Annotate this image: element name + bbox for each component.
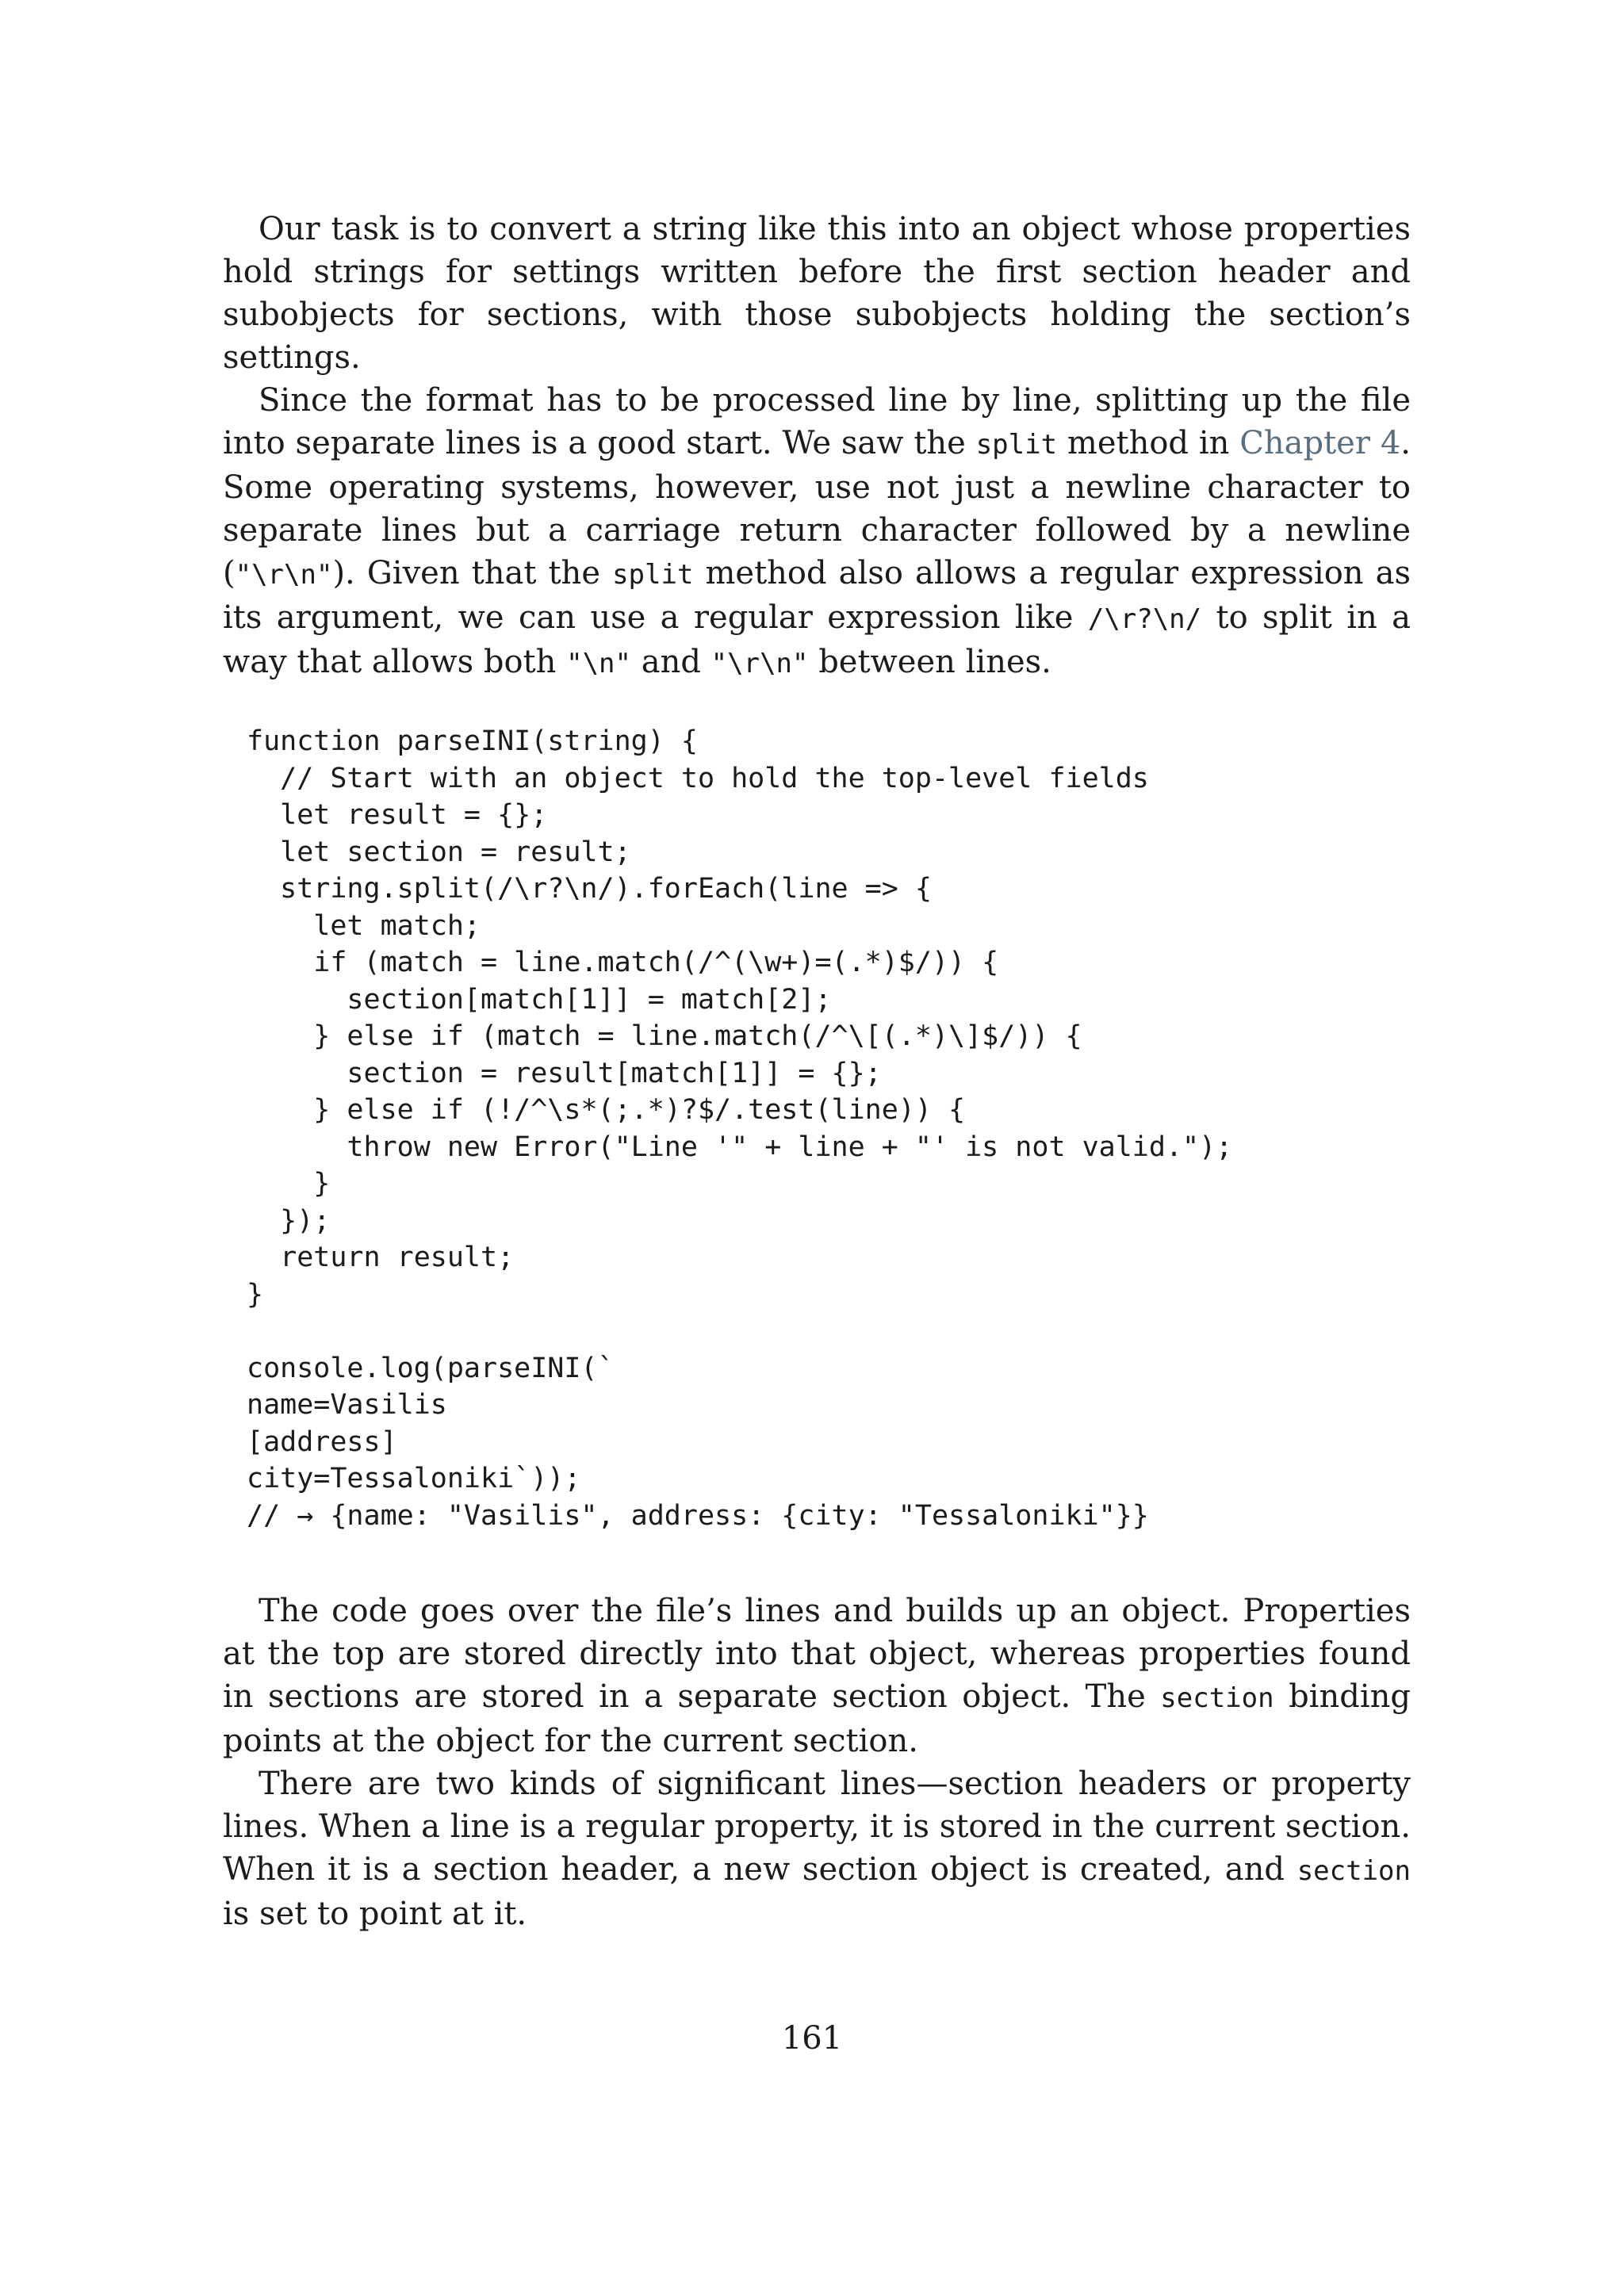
text-run: and (631, 644, 711, 680)
paragraph (223, 379, 1411, 685)
text-run: The code goes over the file’s lines and builds up an object. Properties at the top are stored directly into that object, whereas properties found in sections are stored in a separate section object. The (223, 1593, 1411, 1715)
inline-code: section (1297, 1855, 1411, 1887)
code-line: section = result[match[1]] = {}; (247, 1057, 882, 1089)
inline-code: split (612, 559, 694, 591)
code-line: city=Tessaloniki`)); (247, 1463, 581, 1494)
code-line: } (247, 1168, 331, 1200)
code-line: } (247, 1278, 264, 1311)
text-run: to split in a way that allows both (223, 599, 1411, 680)
code-line: // Start with an object to hold the top-level fields (247, 762, 1149, 794)
inline-code: "\r\n" (710, 648, 809, 679)
text-run: Our task is to convert a string like this into an object whose properties hold strings for settings written before the first section header and subobjects for sections, with those subobjects holding the section’s settings. (223, 211, 1411, 376)
code-line: throw new Error("Line '" + line + "' is not valid."); (247, 1131, 1233, 1163)
code-line: if (match = line.match(/^(\w+)=(.*)$/)) { (247, 947, 999, 978)
page-content (223, 208, 1411, 1935)
text-run: method also allows a regular expression as its argument, we can use a regular expression like (223, 555, 1411, 636)
inline-code: "\r\n" (235, 559, 333, 591)
code-listing (247, 723, 1411, 1534)
code-line: }); (247, 1204, 331, 1237)
paragraph (223, 1590, 1411, 1762)
code-line: [address] (247, 1425, 397, 1458)
text-run: There are two kinds of significant lines—section headers or property lines. When a line is a regular property, it is stored in the current section. When it is a section header, a new section object is created, and (223, 1766, 1411, 1888)
code-line: let section = result; (247, 836, 631, 868)
page-number: 161 (781, 2020, 843, 2057)
code-line: return result; (247, 1242, 515, 1273)
code-line: name=Vasilis (247, 1389, 447, 1421)
text-run: ). Given that the (332, 555, 613, 591)
text-run: . Some operating systems, however, use not just a newline character to separate lines but a carriage return character followed by a newline ( (223, 425, 1411, 591)
text-run: is set to point at it. (223, 1896, 527, 1932)
prose-after-code (223, 1590, 1411, 1935)
inline-code: /\r?\n/ (1087, 603, 1202, 635)
text-run: Since the format has to be processed line by line, splitting up the file into separate lines is a good start. We saw the (223, 382, 1411, 461)
code-line: let match; (247, 909, 481, 942)
code-line: string.split(/\r?\n/).forEach(line => { (247, 873, 932, 905)
prose-before-code (223, 208, 1411, 685)
inline-code: split (975, 429, 1058, 461)
paragraph (223, 1762, 1411, 1935)
inline-code: section (1160, 1682, 1274, 1714)
code-line: } else if (!/^\s*(;.*)?$/.test(line)) { (247, 1094, 966, 1126)
code-line: console.log(parseINI(` (247, 1352, 615, 1384)
code-line: section[match[1]] = match[2]; (247, 983, 832, 1016)
text-run: binding points at the object for the current section. (223, 1678, 1411, 1759)
code-line (247, 1313, 1411, 1350)
paragraph (223, 208, 1411, 379)
text-run: between lines. (808, 644, 1051, 680)
inline-code: "\n" (566, 648, 631, 679)
code-line: function parseINI(string) { (247, 725, 698, 757)
code-line: // → {name: "Vasilis", address: {city: "Tessaloniki"}} (247, 1499, 1149, 1532)
code-line: let result = {}; (247, 799, 548, 831)
code-line: } else if (match = line.match(/^\[(.*)\]$/)) { (247, 1020, 1082, 1052)
text-run: method in (1057, 425, 1240, 461)
chapter-link[interactable]: Chapter 4 (1239, 425, 1401, 461)
